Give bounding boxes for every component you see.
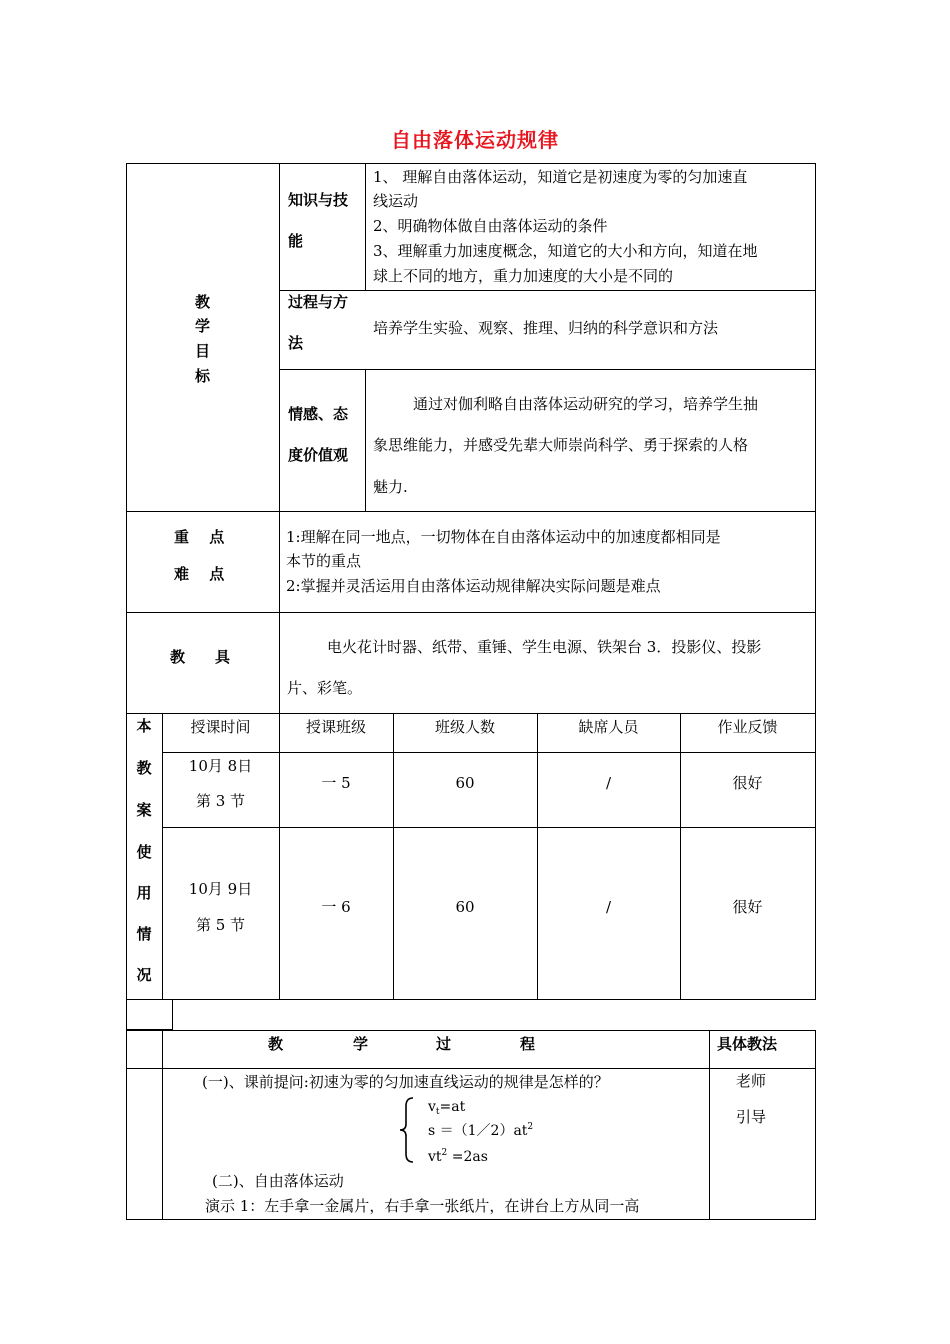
usage-label-1: 本 (136, 717, 152, 735)
tools-label: 教 具 (170, 648, 231, 666)
process-header-1: 教 (268, 1035, 284, 1053)
brace-icon (398, 1096, 416, 1164)
usage-label-7: 况 (136, 966, 152, 984)
key-points-label: 重 点 (174, 528, 225, 546)
row-feedback: 很好 (732, 898, 763, 916)
usage-header-absent: 缺席人员 (578, 718, 639, 736)
usage-header-feedback: 作业反馈 (717, 718, 778, 736)
emotion-label-2: 度价值观 (288, 446, 349, 464)
row-absent: / (605, 774, 612, 792)
knowledge-line-1: 1、 理解自由落体运动，知道它是初速度为零的匀加速直 (373, 168, 748, 186)
knowledge-label-1: 知识与技 (288, 191, 349, 209)
method-header: 具体教法 (717, 1035, 778, 1053)
difficulty-label: 难 点 (174, 565, 225, 583)
row-period: 第 5 节 (195, 916, 246, 934)
knowledge-line-4: 3、理解重力加速度概念，知道它的大小和方向，知道在地 (373, 242, 758, 260)
page-title: 自由落体运动规律 (391, 128, 559, 152)
key-points-line-3: 2:掌握并灵活运用自由落体运动规律解决实际问题是难点 (286, 577, 661, 595)
row-date: 10月 9日 (188, 880, 253, 898)
tools-line-2: 片、彩笔。 (287, 679, 363, 697)
objectives-label-2: 学 (194, 317, 210, 335)
knowledge-label-2: 能 (288, 232, 304, 250)
row-period: 第 3 节 (195, 792, 246, 810)
knowledge-line-2: 线运动 (373, 192, 419, 210)
knowledge-line-3: 2、明确物体做自由落体运动的条件 (373, 217, 608, 235)
method-line-1: 老师 (736, 1072, 767, 1090)
row-feedback: 很好 (732, 774, 763, 792)
emotion-line-1: 通过对伽利略自由落体运动研究的学习，培养学生抽 (413, 395, 759, 413)
row-class: 一 6 (321, 898, 351, 916)
usage-header-count: 班级人数 (434, 718, 495, 736)
usage-header-class: 授课班级 (305, 718, 366, 736)
process-label-1: 过程与方 (288, 293, 349, 311)
row-class: 一 5 (321, 774, 351, 792)
objectives-label-3: 目 (194, 342, 210, 360)
formula-1: $v_t=at$ (428, 1099, 466, 1117)
usage-label-2: 教 (136, 759, 152, 777)
usage-label-4: 使 (136, 843, 152, 861)
method-line-2: 引导 (736, 1108, 767, 1126)
knowledge-line-5: 球上不同的地方，重力加速度的大小是不同的 (373, 267, 674, 285)
formula-2: $s =(1/2)at^2$ (428, 1122, 534, 1139)
objectives-label-4: 标 (194, 367, 210, 385)
key-points-line-1: 1:理解在同一地点，一切物体在自由落体运动中的加速度都相同是 (286, 528, 721, 546)
row-date: 10月 8日 (188, 757, 253, 775)
emotion-line-3: 魅力. (373, 478, 408, 496)
section-2-title: (二)、自由落体运动 (212, 1172, 344, 1190)
objectives-label-1: 教 (194, 293, 210, 311)
process-header-4: 程 (520, 1035, 536, 1053)
usage-label-3: 案 (136, 801, 152, 819)
formula-3: $vt^2 =2as$ (428, 1148, 488, 1165)
process-label-2: 法 (288, 334, 304, 352)
usage-header-time: 授课时间 (190, 718, 251, 736)
usage-label-6: 情 (136, 925, 152, 943)
emotion-line-2: 象思维能力，并感受先辈大师崇尚科学、勇于探索的人格 (373, 436, 749, 454)
row-absent: / (605, 898, 612, 916)
demo-1: 演示 1：左手拿一金属片，右手拿一张纸片，在讲台上方从同一高 (205, 1197, 640, 1215)
process-header-3: 过 (436, 1035, 452, 1053)
row-count: 60 (455, 774, 475, 792)
key-points-line-2: 本节的重点 (286, 552, 362, 570)
usage-label-5: 用 (136, 884, 152, 902)
process-text: 培养学生实验、观察、推理、归纳的科学意识和方法 (373, 319, 719, 337)
tools-line-1: 电火花计时器、纸带、重锤、学生电源、铁架台 3．投影仪、投影 (327, 638, 762, 656)
emotion-label-1: 情感、态 (288, 405, 349, 423)
row-count: 60 (455, 898, 475, 916)
question-1: (一)、课前提问:初速为零的匀加速直线运动的规律是怎样的？ (202, 1073, 609, 1091)
process-header-2: 学 (353, 1035, 369, 1053)
